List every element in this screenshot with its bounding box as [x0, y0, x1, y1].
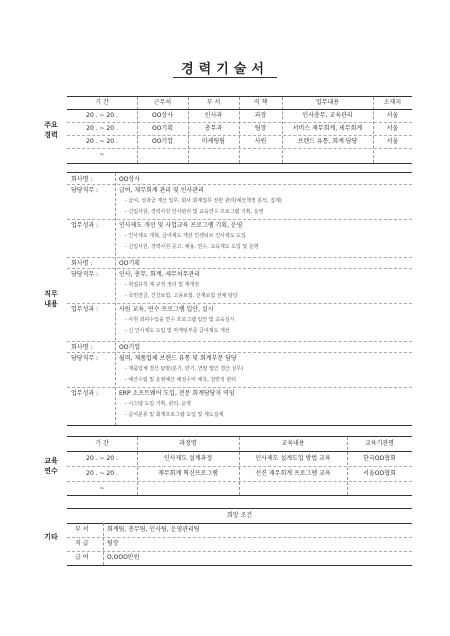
duties-section-label: 직무 내용	[44, 290, 58, 308]
etc-section	[36, 508, 412, 566]
career-table	[67, 96, 412, 164]
duty-item: - 예산수립 및 운영예산 예상수익 예측, 전반적 관리	[125, 377, 237, 383]
result-label: 업무성과 :	[71, 222, 99, 229]
career-cell: OO기획	[151, 125, 174, 132]
etc-row-value: 회계팀, 총무팀, 인사팀, 운영관리팀	[107, 526, 200, 533]
company-label: 회사명 :	[71, 176, 93, 183]
duties-table	[67, 172, 412, 426]
career-header-dept: 부 서	[206, 99, 221, 106]
table-row: 20 . ~ 20 .	[86, 470, 118, 477]
career-cell: 브랜드 유통, 회계 담당	[297, 138, 358, 145]
page-title: 경력기술서	[181, 62, 269, 77]
career-cell: OO기업	[151, 138, 174, 145]
duty-item: - 취업규칙 제 규정 정리 및 재개정	[125, 282, 200, 288]
career-header-task: 업무내용	[315, 99, 340, 106]
education-cell: 재무회계 혁신프로그램	[158, 470, 218, 477]
etc-row-label: 부 서	[75, 526, 89, 533]
company-name: OO상사	[119, 176, 141, 183]
duty-label: 담당직무 :	[71, 271, 99, 278]
duty-label: 담당직무 :	[71, 187, 99, 194]
result-summary: 인사제도 개선 및 사업교육 프로그램 기획, 운영	[119, 222, 243, 229]
career-cell: 서울	[386, 138, 399, 145]
education-cell: 서울OO협회	[363, 470, 396, 477]
result-item: - 신입사원, 경력사원 공고, 채용, 연수, 교육제도 도입 및 운영	[125, 244, 259, 250]
duty-label: 담당직무 :	[71, 355, 99, 362]
duty-item: - 신입사원, 경력사원 인사관리 및 교육연수 프로그램 기획, 운영	[125, 209, 264, 215]
table-row: 20 . ~ 20 .	[86, 455, 118, 462]
education-cell: 인사제도 설계과정	[163, 455, 213, 462]
etc-row-value: O,OOO만원	[107, 554, 140, 561]
result-item: - 사원 외피수입을 연수 프로그램 입안 및 교육실시	[125, 317, 235, 323]
career-cell: 과장	[254, 112, 267, 119]
education-section	[36, 436, 412, 496]
duty-summary: 급여, 재무회계 관리 및 인사관리	[119, 187, 204, 194]
etc-header: 희망 조건	[226, 512, 253, 519]
company-label: 회사명 :	[71, 344, 93, 351]
result-item: - 신 인사제도 도입 및 마케팅부문 급여제도 개선	[125, 328, 230, 334]
result-summary: ERP 소프트웨어 도입, 전문 회계담당자 역임	[119, 390, 235, 397]
table-row: ~	[99, 485, 105, 492]
result-item: - 급여분류 및 회계프로그램 도입 및 제도설계	[125, 412, 224, 418]
education-header-period: 기 간	[95, 440, 109, 447]
duty-item: - 재품업체 결산 탐방(분기, 반기, 연말 법인 결산 실무)	[125, 366, 244, 372]
career-header-position: 직 책	[253, 99, 268, 106]
education-section-label: 교육 연수	[44, 457, 58, 475]
duty-item: - 국민연금, 건강보험, 고용보험, 산재보험 전체 담당	[125, 293, 238, 299]
career-cell: 인사과	[204, 112, 223, 119]
company-name: OO기업	[119, 344, 141, 351]
education-cell: 한국OO협회	[363, 455, 396, 462]
career-section-label: 주요 경력	[44, 121, 58, 139]
education-header-org: 교육기관명	[365, 440, 394, 447]
duty-summary: 인사, 총무, 회계, 세무처무관리	[119, 271, 200, 278]
career-section	[36, 96, 412, 164]
career-cell: OO상사	[151, 112, 174, 119]
etc-table	[67, 508, 412, 566]
education-table	[67, 436, 412, 496]
education-header-course: 과정명	[179, 440, 197, 447]
table-row: 20 . ~ 20 .	[86, 112, 118, 119]
table-row: 20 . ~ 20 .	[86, 138, 118, 145]
table-row: 20 . ~ 20 .	[86, 125, 118, 132]
duty-summary: 월력, 재품업체 브랜드 유통 및 회계부문 담당	[119, 355, 237, 362]
career-header-period: 기 간	[95, 99, 109, 106]
etc-row-label: 급 여	[75, 554, 89, 561]
etc-row-value: 팀장	[107, 540, 119, 547]
career-cell: 마케팅팀	[201, 138, 226, 145]
result-label: 업무성과 :	[71, 306, 99, 313]
career-cell: 서울	[386, 125, 399, 132]
career-cell: 사원	[254, 138, 267, 145]
career-cell: 인사총무, 교육관리	[302, 112, 353, 119]
career-cell: 총무과	[204, 125, 223, 132]
result-summary: 사원 교육, 연수 프로그램 입안, 실시	[119, 306, 214, 313]
career-header-company: 근무처	[153, 99, 172, 106]
career-header-location: 소재지	[383, 99, 402, 106]
education-header-content: 교육내용	[281, 440, 305, 447]
company-name: OO기획	[119, 260, 141, 267]
education-cell: 인사제도 설계도입 방법 교육	[255, 455, 331, 462]
etc-section-label: 기타	[44, 533, 58, 541]
etc-row-label: 직 급	[75, 540, 89, 547]
company-label: 회사명 :	[71, 260, 93, 267]
career-cell: 팀장	[254, 125, 267, 132]
duties-section	[36, 172, 412, 426]
career-cell: 서울	[386, 112, 399, 119]
education-cell: 선진 재무회계 프로그램 교육	[255, 470, 331, 477]
table-row: ~	[99, 151, 105, 158]
result-item: - 시스템 도입 기획, 관리, 운영	[125, 401, 192, 407]
duty-item: - 급여, 성과급 계산 업무, 회사 회계업무 전반 관리(예산책정 분석, 집계)	[125, 198, 282, 204]
title-underline	[173, 77, 277, 78]
result-item: - 인사제도 개혁, 급여제도 개선 인센티브 인사제도 도입	[125, 233, 246, 239]
career-cell: 서비스 재무회계, 세무회계	[292, 125, 363, 132]
result-label: 업무성과 :	[71, 390, 99, 397]
